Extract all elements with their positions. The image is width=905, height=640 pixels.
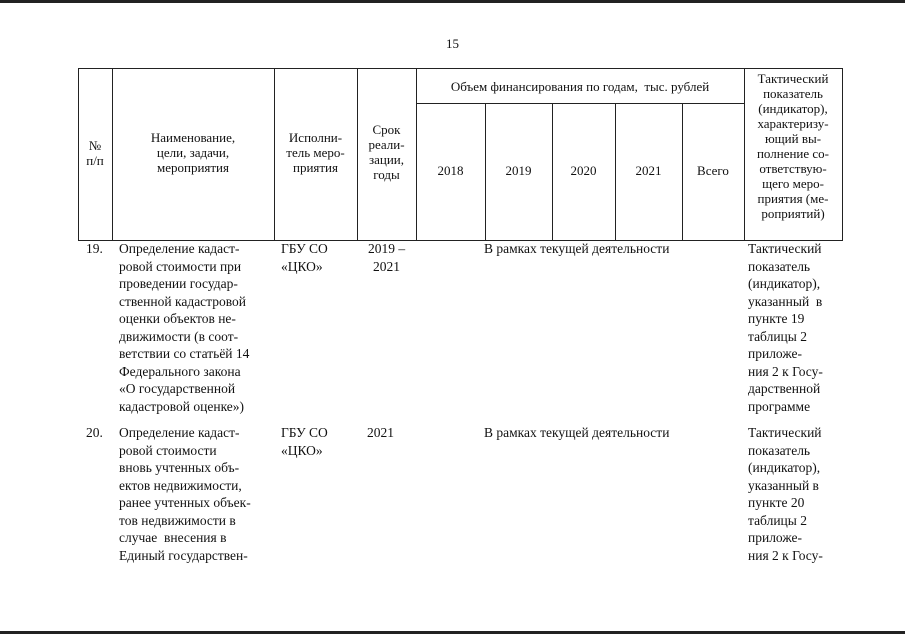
row-term: 2021 (367, 425, 394, 440)
row-executor: ГБУ СО «ЦКО» (281, 241, 328, 274)
row-financing: В рамках текущей деятельности (484, 241, 670, 256)
header-name: Наименование, цели, задачи, мероприятия (150, 130, 236, 175)
header-year-2019: 2019 (505, 163, 532, 178)
top-border (0, 0, 905, 3)
bottom-border (0, 631, 905, 634)
header-year-2018: 2018 (437, 163, 464, 178)
row-financing: В рамках текущей деятельности (484, 425, 670, 440)
grid-line (416, 103, 744, 104)
row-num: 19. (86, 241, 103, 256)
header-term: Срок реали- зации, годы (368, 122, 405, 182)
row-term: 2019 – 2021 (367, 241, 406, 274)
header-financing: Объем финансирования по годам, тыс. рублей (450, 79, 710, 94)
header-year-2021: 2021 (635, 163, 662, 178)
grid-line (78, 68, 843, 69)
row-executor: ГБУ СО «ЦКО» (281, 425, 328, 458)
header-indicator: Тактический показатель (индикатор), характеризу- ющий вы- полнение со- ответствую- щего меро- приятия (ме- роприятий) (756, 71, 830, 221)
row-indicator: Тактический показатель (индикатор), указанный в пункте 19 таблицы 2 приложе- ния 2 к Госу- дарственной программе (748, 241, 823, 414)
header-executor: Исполни- тель меро- приятия (286, 130, 345, 175)
page-number: 15 (446, 36, 459, 51)
header-year-2020: 2020 (570, 163, 597, 178)
row-name: Определение кадаст- ровой стоимости при проведении государ- ственной кадастровой оценки объектов не- движимости (в соот- ветствии со статьёй 14 Федерального закона «О государственной кадастровой оценке») (119, 241, 250, 414)
row-name: Определение кадаст- ровой стоимости вновь учтенных объ- ектов недвижимости, ранее учтенных объек- тов недвижимости в случае внесения в Единый государствен- (119, 425, 251, 563)
header-total: Всего (697, 163, 729, 178)
row-indicator: Тактический показатель (индикатор), указанный в пункте 20 таблицы 2 приложе- ния 2 к Госу- (748, 425, 823, 563)
grid-line (842, 68, 843, 241)
header-num: № п/п (86, 138, 104, 168)
row-num: 20. (86, 425, 103, 440)
